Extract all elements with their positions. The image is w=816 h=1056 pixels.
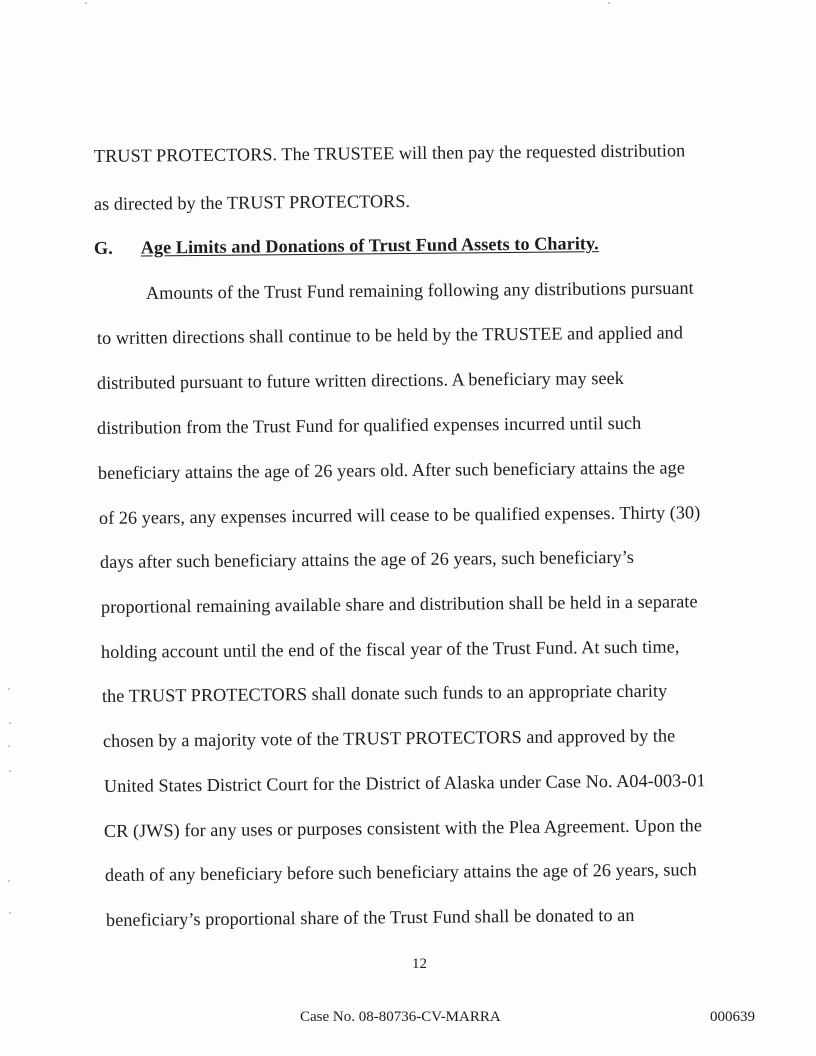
body-line-14: United States District Court for the District of Alaska under Case No. A04-003-01 <box>103 770 706 796</box>
body-line-6: distribution from the Trust Fund for qualified expenses incurred until such <box>96 412 642 438</box>
body-line-12: the TRUST PROTECTORS shall donate such funds to an appropriate charity <box>101 680 668 706</box>
section-heading-letter: G. <box>93 237 113 258</box>
body-line-7: beneficiary attains the age of 26 years old. After such beneficiary attains the age <box>97 457 685 483</box>
body-line-10: proportional remaining available share and distribution shall be held in a separate <box>100 591 698 617</box>
body-line-11: holding account until the end of the fiscal year of the Trust Fund. At such time, <box>100 636 680 662</box>
body-line-2: as directed by the TRUST PROTECTORS. <box>93 190 411 214</box>
body-line-17: beneficiary’s proportional share of the Trust Fund shall be donated to an <box>105 904 635 930</box>
footer-bates-number: 000639 <box>710 1009 755 1025</box>
body-line-4: to written directions shall continue to be held by the TRUSTEE and applied and <box>96 322 684 348</box>
page-number: 12 <box>412 956 427 972</box>
body-line-9: days after such beneficiary attains the age of 26 years, such beneficiary’s <box>99 546 635 572</box>
body-line-3: Amounts of the Trust Fund remaining following any distributions pursuant <box>145 277 694 303</box>
body-line-15: CR (JWS) for any uses or purposes consistent with the Plea Agreement. Upon the <box>103 815 703 841</box>
body-line-5: distributed pursuant to future written directions. A beneficiary may seek <box>96 367 624 393</box>
body-line-8: of 26 years, any expenses incurred will cease to be qualified expenses. Thirty (30) <box>98 502 701 528</box>
section-heading <box>94 232 599 259</box>
section-heading-title: Age Limits and Donations of Trust Fund Assets to Charity. <box>140 233 599 258</box>
body-line-13: chosen by a majority vote of the TRUST PROTECTORS and approved by the <box>102 725 676 751</box>
body-line-16: death of any beneficiary before such beneficiary attains the age of 26 years, such <box>104 859 697 885</box>
footer-case-number: Case No. 08-80736-CV-MARRA <box>300 1009 501 1025</box>
body-line-1: TRUST PROTECTORS. The TRUSTEE will then pay the requested distribution <box>93 140 686 166</box>
